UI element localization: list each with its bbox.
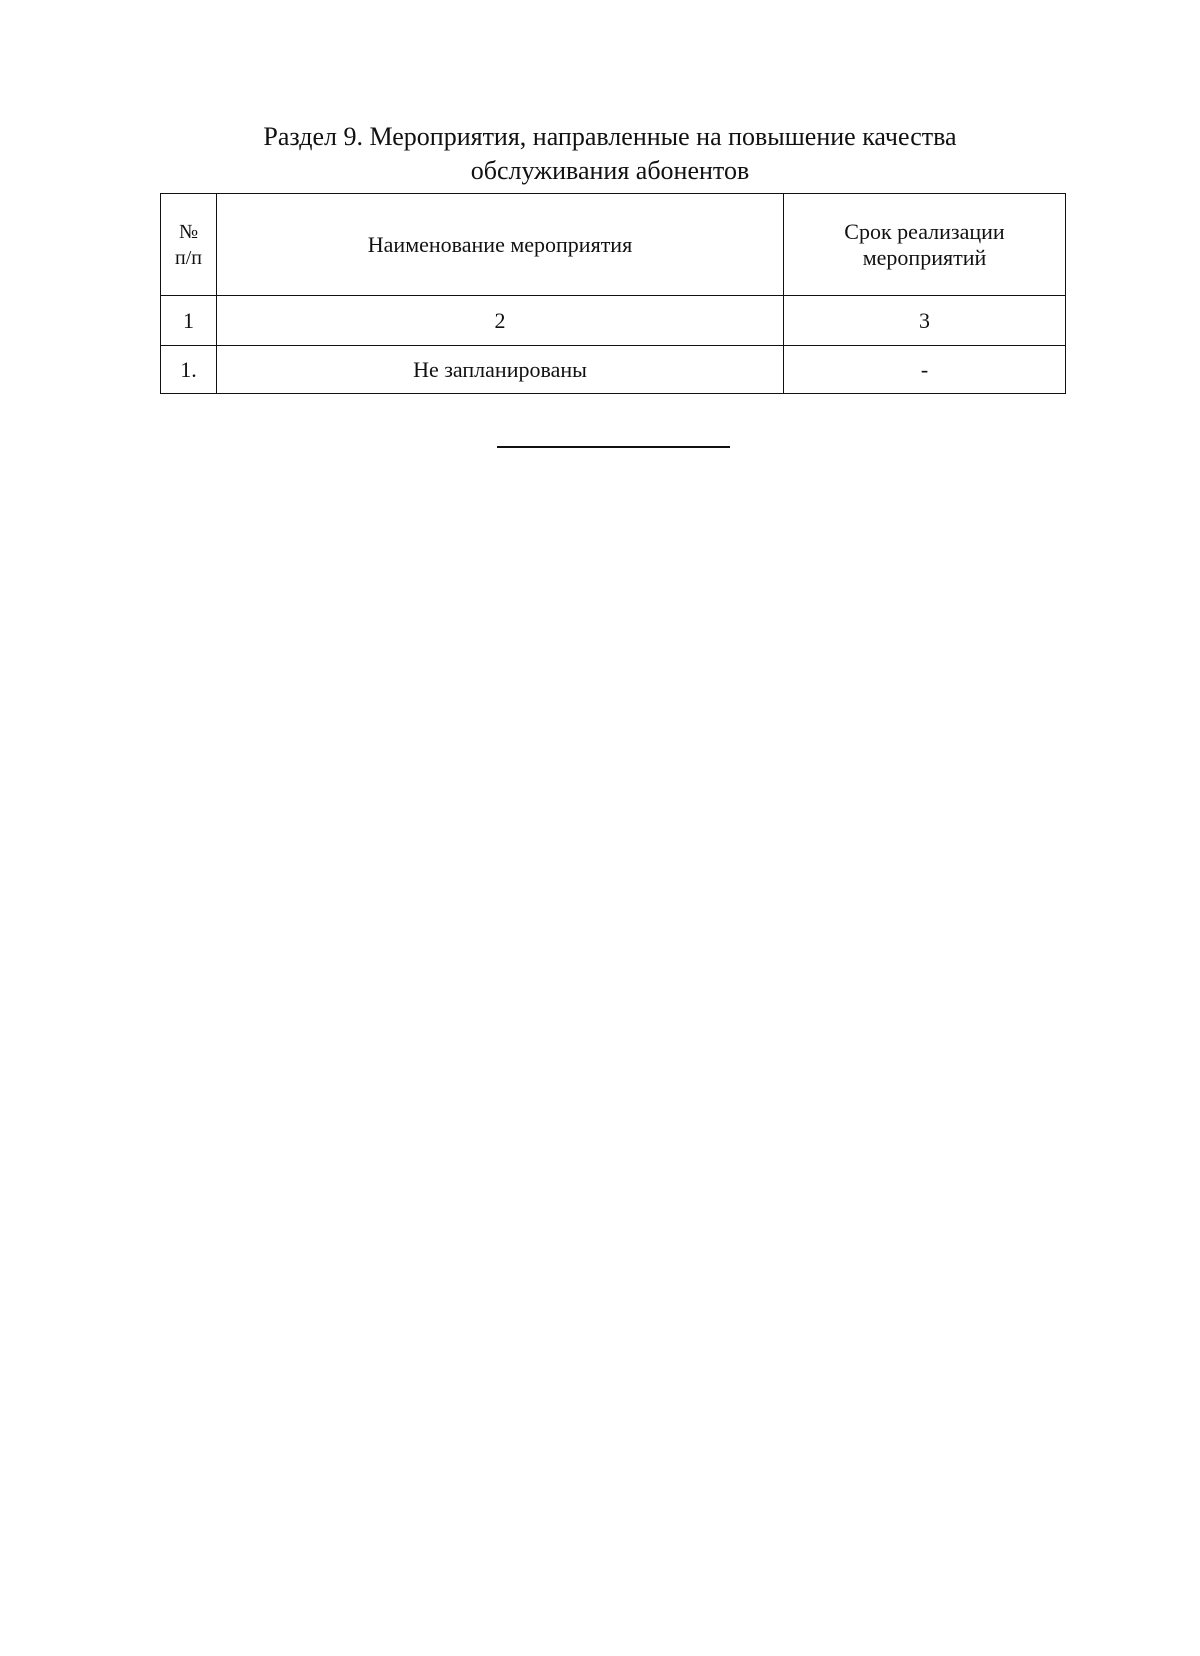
header-number-symbol: № [178,220,199,243]
row-number: 1. [161,346,217,394]
header-term-line-1: Срок реализации [844,218,1005,244]
table-row [161,346,1066,394]
table-header-row [161,194,1066,296]
column-index-1: 1 [161,296,217,346]
column-index-3: 3 [784,296,1066,346]
row-measure-name: Не запланированы [217,346,784,394]
header-term-line-2: мероприятий [862,244,987,270]
row-term: - [784,346,1066,394]
column-index-row [161,296,1066,346]
header-measure-name: Наименование мероприятия [217,194,784,296]
column-index-2: 2 [217,296,784,346]
section-title-line-1: Раздел 9. Мероприятия, направленные на повышение качества [263,122,957,151]
section-title [160,120,1060,188]
measures-table [160,193,1066,394]
section-title-line-2: обслуживания абонентов [470,156,750,185]
header-number [161,194,217,296]
header-implementation-term [784,194,1066,296]
header-number-abbr: п/п [175,246,202,269]
end-divider [497,446,730,448]
